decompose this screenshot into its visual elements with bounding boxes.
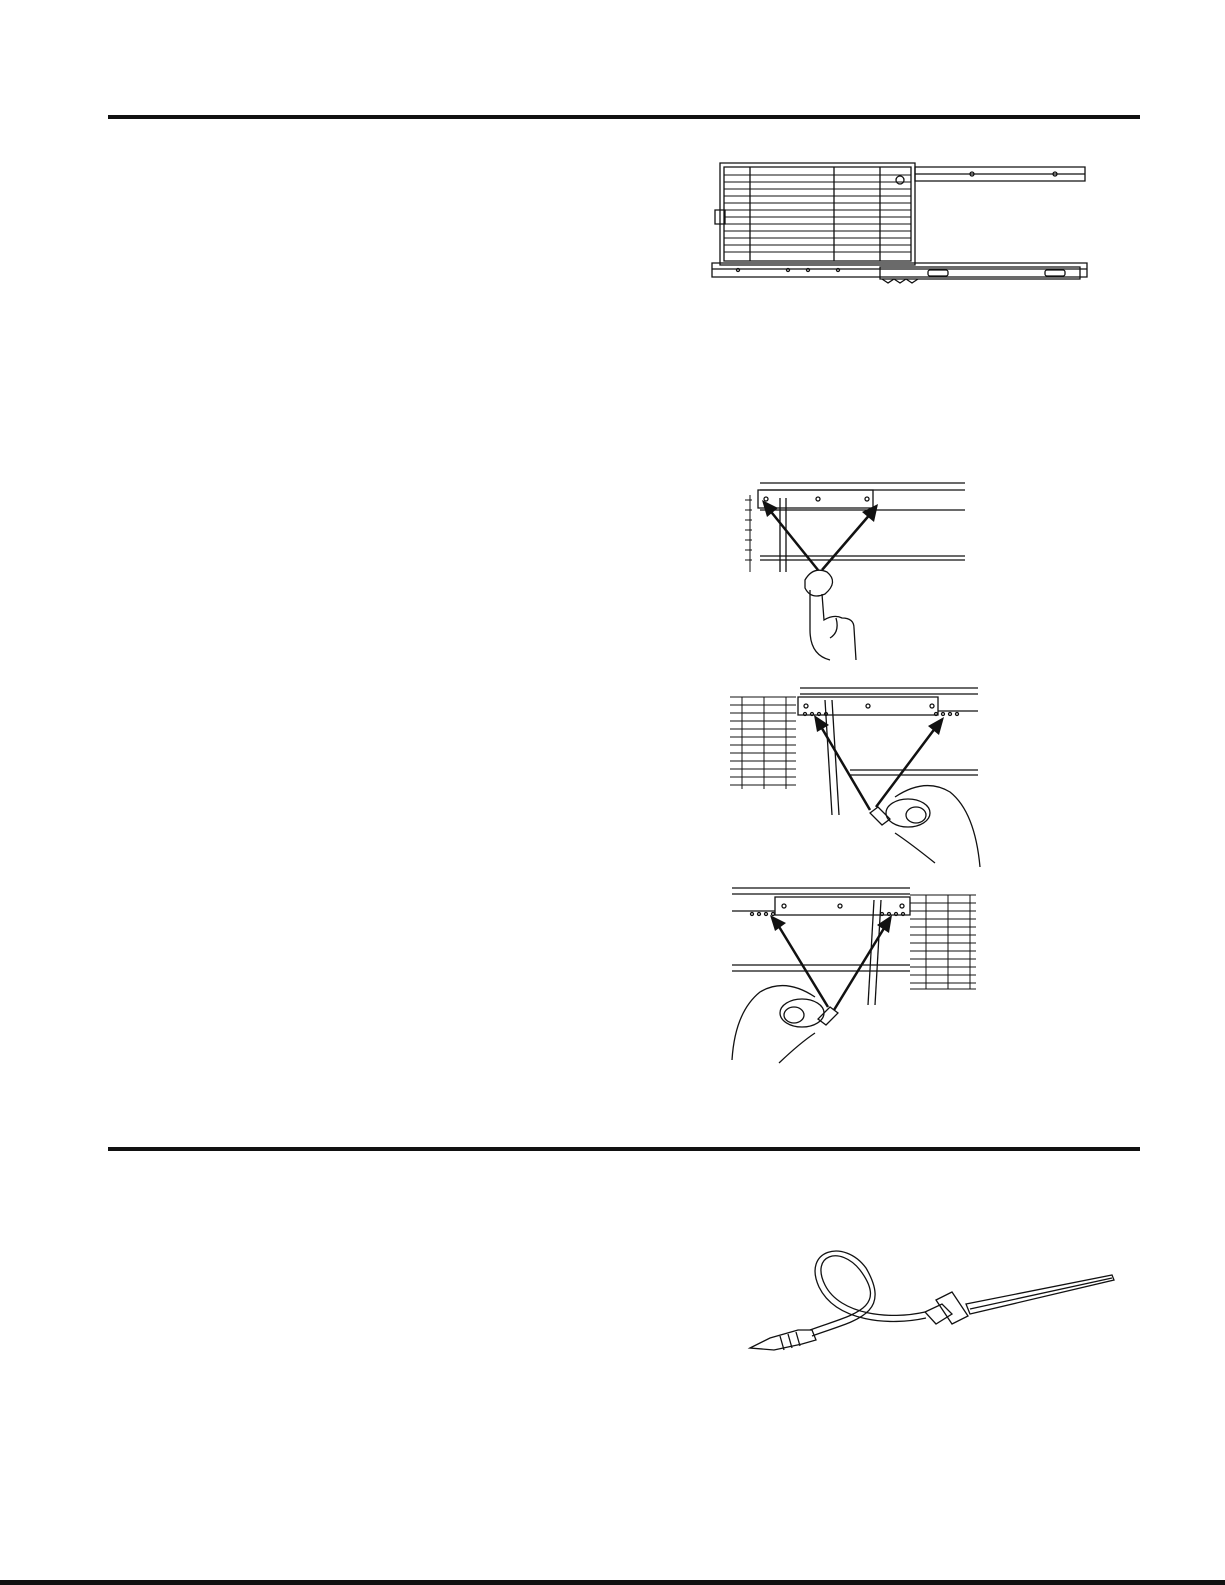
meat-probe-figure [740,1240,1120,1365]
temperature-probe-icon [740,1240,1120,1365]
lubricant-tube-icon [730,685,980,870]
shelf-rack-icon [710,155,1095,285]
finger-pointing-figure [740,480,970,665]
lubricant-tube-icon [730,885,980,1070]
section-divider-top [108,115,1140,119]
lubricant-left-figure [730,885,980,1070]
shelf-rack-figure [710,155,1095,285]
hand-pointing-icon [740,480,970,665]
section-divider-bottom [108,1147,1140,1151]
page-bottom-edge [0,1580,1225,1585]
lubricant-right-figure [730,685,980,870]
